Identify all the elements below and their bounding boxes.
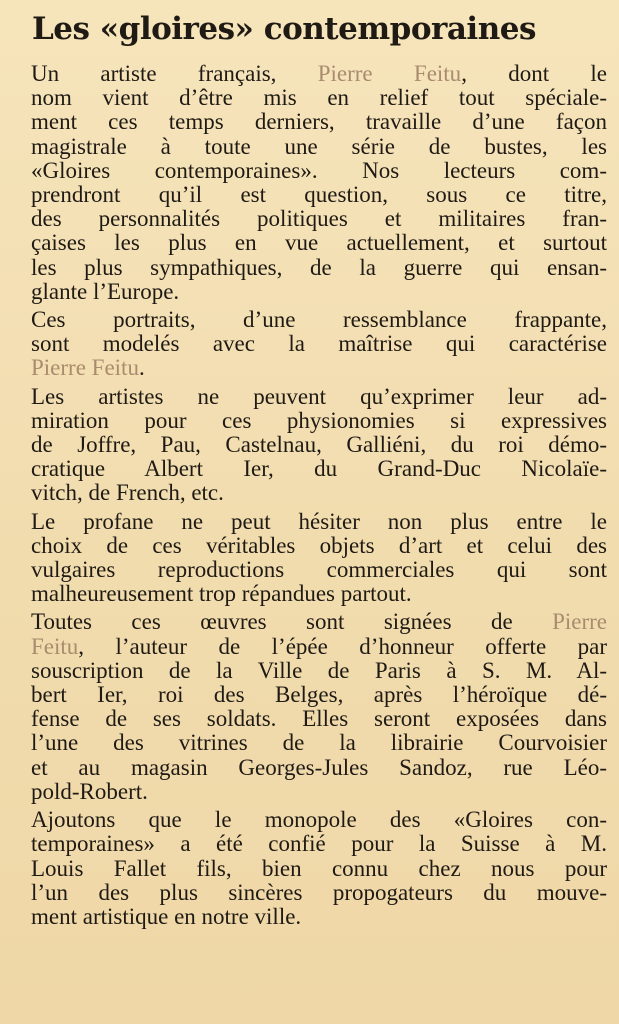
text-line: Les artistes ne peuvent qu’exprimer leur ad- bbox=[31, 383, 607, 409]
text-line: sont modelés avec la maîtrise qui caractérise bbox=[31, 331, 607, 357]
text-line: choix de ces véritables objets d’art et celui des bbox=[31, 532, 607, 558]
person-name: Pierre Feitu bbox=[317, 61, 462, 86]
text-line: malheureusement trop répandues partout. bbox=[31, 581, 412, 607]
text-line: les plus sympathiques, de la guerre qui ensan- bbox=[31, 254, 607, 280]
person-name: Pierre Feitu bbox=[31, 355, 139, 381]
article-paragraph bbox=[31, 308, 607, 381]
person-name: Pierre bbox=[552, 609, 607, 635]
text-line: «Gloires contemporaines». Nos lecteurs com- bbox=[31, 157, 607, 183]
article-paragraph bbox=[31, 610, 607, 804]
article-body bbox=[31, 62, 607, 929]
text-line: Louis Fallet fils, bien connu chez nous pour bbox=[31, 855, 607, 881]
text-line: Feitu, l’auteur de l’épée d’honneur offerte par bbox=[31, 633, 607, 659]
text-line: prendront qu’il est question, sous ce titre, bbox=[31, 182, 607, 208]
text-line: vulgaires reproductions commerciales qui sont bbox=[31, 557, 607, 583]
text-line: temporaines» a été confié pour la Suisse à M. bbox=[31, 831, 607, 857]
text-line: l’un des plus sincères propogateurs du mouve- bbox=[31, 879, 607, 905]
text-line: Toutes ces œuvres sont signées de Pierre bbox=[31, 609, 607, 635]
text-line: çaises les plus en vue actuellement, et surtout bbox=[31, 230, 607, 256]
text-line: ment artistique en notre ville. bbox=[31, 903, 302, 929]
article-title: Les «gloires» contemporaines bbox=[32, 11, 536, 47]
text-line: Pierre Feitu. bbox=[31, 355, 145, 381]
text-line: Ajoutons que le monopole des «Gloires con- bbox=[31, 807, 607, 833]
text-line: l’une des vitrines de la librairie Courvoisier bbox=[31, 730, 607, 756]
text-line: miration pour ces physionomies si expressives bbox=[31, 407, 607, 433]
text-line: magistrale à toute une série de bustes, les bbox=[31, 133, 607, 159]
text-line: Ces portraits, d’une ressemblance frappante, bbox=[31, 307, 607, 333]
text-line: nom vient d’être mis en relief tout spéciale- bbox=[31, 85, 607, 111]
text-line: pold-Robert. bbox=[31, 778, 148, 804]
text-line: bert Ier, roi des Belges, après l’héroïque dé- bbox=[31, 682, 607, 708]
text-line: Un artiste français, Pierre Feitu, dont le bbox=[31, 61, 607, 86]
text-line: souscription de la Ville de Paris à S. M. Al- bbox=[31, 657, 607, 683]
text-line: vitch, de French, etc. bbox=[31, 480, 224, 506]
text-line: et au magasin Georges-Jules Sandoz, rue Léo- bbox=[31, 754, 607, 780]
text-line: cratique Albert Ier, du Grand-Duc Nicolaïe- bbox=[31, 456, 607, 482]
text-line: de Joffre, Pau, Castelnau, Galliéni, du roi démo- bbox=[31, 432, 607, 458]
text-line: ment ces temps derniers, travaille d’une façon bbox=[31, 109, 607, 135]
article-paragraph bbox=[31, 62, 607, 304]
text-line: Le profane ne peut hésiter non plus entre le bbox=[31, 508, 607, 534]
article-paragraph bbox=[31, 808, 607, 929]
text-line: glante l’Europe. bbox=[31, 278, 180, 304]
article-paragraph bbox=[31, 385, 607, 506]
article-paragraph bbox=[31, 510, 607, 607]
person-name: Feitu bbox=[31, 633, 79, 659]
text-line: des personnalités politiques et militaires fran- bbox=[31, 206, 607, 232]
text-line: fense de ses soldats. Elles seront exposées dans bbox=[31, 706, 607, 732]
